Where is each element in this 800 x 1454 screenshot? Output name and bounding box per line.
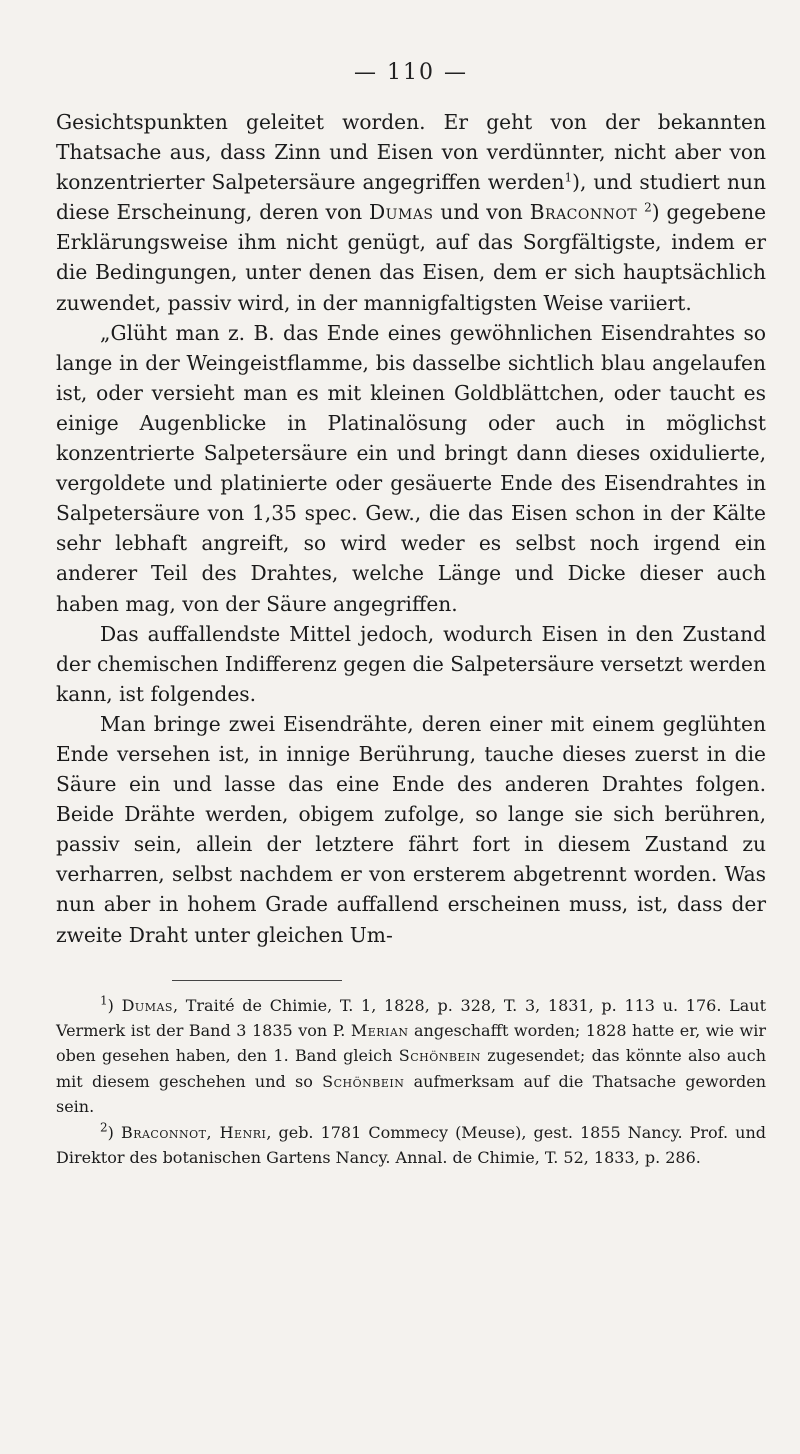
footnote-ref-2[interactable]: 2 (644, 200, 652, 215)
paragraph-3: Das auffallendste Mittel jedoch, wodurch Eisen in den Zustand der chemischen Indifferenz gegen die Salpetersäure versetzt werden kann, ist folgendes. (56, 621, 766, 706)
footnote-1: $^1$) Dumas, Traité de Chimie, T. 1, 1828, p. 328, T. 3, 1831, p. 113 u. 176. Laut Vermerk ist der Band 3 1835 von P. Merian angeschafft worden; 1828 hatte er, wie wir oben gesehen haben, den 1. Band gleich Schönbein zugesendet; das könnte also auch mit diesem geschehen und so Schönbein aufmerksam auf die Thatsache geworden sein. (56, 993, 767, 1117)
footnote-divider (172, 980, 342, 981)
footnote-ref-1[interactable]: 1 (564, 170, 573, 185)
paragraph-2: „Glüht man z. B. das Ende eines gewöhnlichen Eisendrahtes so lange in der Weingeistflamme, bis dasselbe sichtlich blau angelaufen ist, oder versieht man es mit kleinen Goldblättchen, oder taucht es einige Augenblicke in Platinalösung oder auch in möglichst konzentrierte Salpetersäure ein und bringt dann dieses oxidulierte, vergoldete und platinierte oder gesäuerte Ende des Eisendrahtes in Salpetersäure von 1,35 spec. Gew., die das Eisen schon in der Kälte sehr lebhaft angreift, so wird weder es selbst noch irgend ein anderer Teil des Drahtes, welche Länge und Dicke dieser auch haben mag, von der Säure angegriffen. (56, 320, 766, 616)
main-text (56, 107, 766, 950)
paragraph-4: Man bringe zwei Eisendrähte, deren einer mit einem geglühten Ende versehen ist, in innige Berührung, tauche dieses zuerst in die Säure ein und lasse das eine Ende des anderen Drahtes folgen. Beide Drähte werden, obigem zufolge, so lange sie sich berühren, passiv sein, allein der letztere fährt fort in diesem Zustand zu verharren, selbst nachdem er von ersterem abgetrennt worden. Was nun aber in hohem Grade auffallend erscheinen muss, ist, dass der zweite Draht unter gleichen Um- (56, 711, 766, 947)
paragraph-1: Gesichtspunkten geleitet worden. Er geht von der bekannten Thatsache aus, dass Zinn und Eisen von verdünnter, nicht aber von konzentrierter Salpetersäure angegriffen werden$^1$), und studiert nun diese Erscheinung, deren von Dumas und von Braconnot $^2$) gegebene Erklärungsweise ihm nicht genügt, auf das Sorgfältigste, indem er die Bedingungen, unter denen das Eisen, dem er sich hauptsächlich zuwendet, passiv wird, in der mannigfaltigsten Weise variiert. (56, 110, 767, 315)
page-number: — 110 — (354, 60, 468, 85)
book-page (56, 60, 766, 1170)
footnotes (56, 993, 766, 1171)
author-name: Dumas (369, 200, 434, 225)
footnote-2: $^2$) Braconnot, Henri, geb. 1781 Commecy (Meuse), gest. 1855 Nancy. Prof. und Direktor des botanischen Gartens Nancy. Annal. de Chimie, T. 52, 1833, p. 286. (56, 1120, 767, 1168)
author-name: Braconnot (529, 200, 638, 225)
